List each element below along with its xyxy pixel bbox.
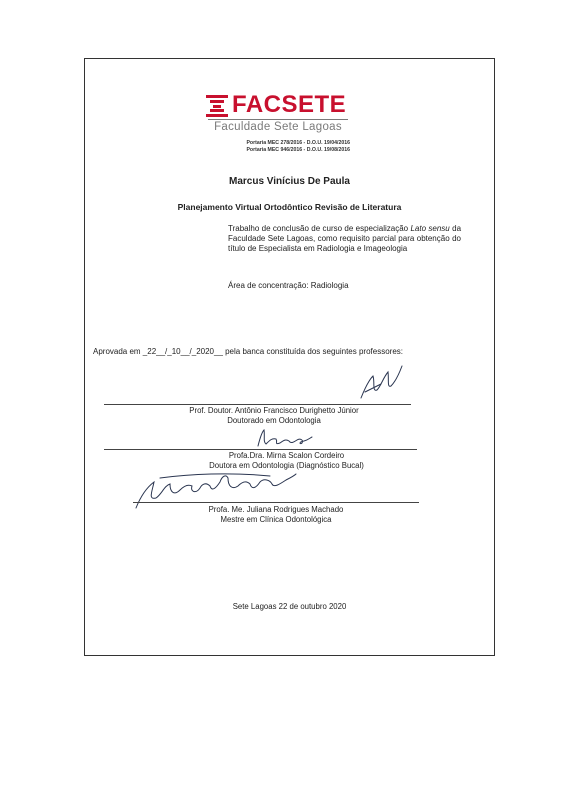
logo-brand: FACSETE: [232, 91, 347, 118]
member-3: [133, 505, 419, 525]
member-3-degree: Mestre em Clínica Odontológica: [220, 515, 332, 524]
member-1-degree: Doutorado em Odontologia: [227, 416, 321, 425]
member-2-name: Profa.Dra. Mirna Scalon Cordeiro: [228, 451, 345, 460]
signature-line-1: [104, 404, 411, 405]
concentration-area: Área de concentração: Radiologia: [228, 281, 349, 290]
member-1-name: Prof. Doutor. Antônio Francisco Durighetto Júnior: [189, 406, 359, 415]
thesis-title: Planejamento Virtual Ortodôntico Revisão de Literatura: [177, 202, 402, 212]
facsete-logo: [206, 93, 348, 155]
place-and-date: Sete Lagoas 22 de outubro 2020: [232, 602, 347, 611]
signature-2: [254, 428, 316, 450]
approval-statement: Aprovada em _22__/_10__/_2020__ pela banca constituída dos seguintes professores:: [93, 347, 403, 356]
member-3-name: Profa. Me. Juliana Rodrigues Machado: [208, 505, 344, 514]
facsete-logo-icon: [206, 95, 228, 117]
logo-subtitle: Faculdade Sete Lagoas: [208, 119, 348, 133]
author-name: Marcus Vinícius De Paula: [229, 176, 350, 187]
signature-line-2: [104, 449, 417, 450]
abstract-italic: Lato sensu: [410, 224, 450, 233]
logo-portaria-1: Portaria MEC 278/2016 - D.O.U. 19/04/2016: [246, 140, 350, 146]
abstract-part-1: Trabalho de conclusão de curso de especialização: [228, 224, 411, 233]
member-2-degree: Doutora em Odontologia (Diagnóstico Bucal): [209, 461, 364, 470]
signature-line-3: [133, 502, 419, 503]
logo-portaria-2: Portaria MEC 946/2016 - D.O.U. 19/08/2016: [246, 147, 350, 153]
signature-1: [355, 362, 405, 404]
abstract-part-2: da Faculdade Sete Lagoas, como requisito parcial para obtenção do título de Especialista em Radiologia e Imageologia: [228, 224, 462, 253]
abstract-text: [228, 224, 461, 254]
member-1: [104, 406, 444, 426]
